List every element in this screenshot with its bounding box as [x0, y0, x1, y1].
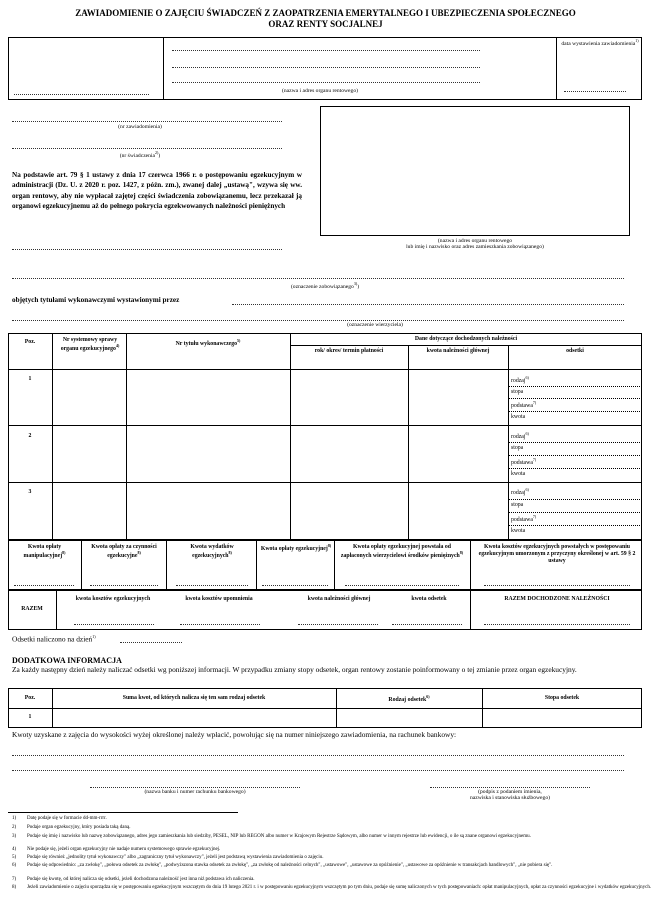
- footnote-8-num: 8): [12, 885, 17, 890]
- dod-th-poz: Poz.: [24, 695, 36, 701]
- row-1-rodzaj[interactable]: [511, 376, 529, 385]
- address-caption-line-1: (nazwa i adres organu rentowego: [437, 238, 513, 244]
- th-nr-systemowy: [56, 337, 124, 353]
- claims-col-2: [126, 333, 127, 540]
- th-poz: Poz.: [24, 339, 36, 345]
- row-3-rodzaj[interactable]: [511, 488, 529, 497]
- signature-field[interactable]: [430, 787, 590, 788]
- nr-zawiadomienia-caption: (nr zawiadomienia): [118, 124, 162, 130]
- creditor-field[interactable]: [12, 320, 624, 321]
- payment-text: Kwoty uzyskane z zajęcia do wysokości wyżej określonej należy wpłacić, powołując się na numer niniejszego zawiadomienia, na rachunek bankowy:: [12, 730, 457, 739]
- organ-caption: (nazwa i adres organu rentowego): [281, 88, 358, 94]
- payment-line-2[interactable]: [12, 770, 624, 771]
- razem-naleznosc: kwota należności głównej: [307, 596, 371, 602]
- fees-col-3: [256, 540, 257, 590]
- row-2-podstawa-sup: 7): [532, 457, 537, 462]
- footnote-3: [12, 834, 642, 848]
- obligated-caption-close: ): [357, 283, 360, 290]
- razem-dochodzone: RAZEM DOCHODZONE NALEŻNOŚCI: [504, 596, 610, 602]
- fees-col-2: [166, 540, 167, 590]
- stamp-line[interactable]: [14, 94, 149, 95]
- payment-line-1[interactable]: [12, 755, 624, 756]
- fee-zaplaconych-sup: 8): [459, 549, 464, 555]
- footnote-7-num: 7): [12, 877, 17, 882]
- nr-swiadczenia-close: ): [158, 152, 161, 159]
- obligated-field[interactable]: [12, 278, 624, 279]
- claims-col-1: [52, 333, 53, 540]
- dodatkowa-col-3: [482, 688, 483, 728]
- bank-caption: (nazwa banku i numer rachunku bankowego): [144, 789, 246, 795]
- nr-zawiadomienia-field[interactable]: [12, 121, 282, 122]
- fee-umorzone: Kwota kosztów egzekucyjnych powstałych w postępowaniu egzekucyjnym umorzonym z przyczyny określonej w art. 59 § 2 ustawy: [478, 544, 636, 564]
- date-label-text: data wystawienia zawiadomienia: [561, 40, 636, 47]
- footnote-6-text: Podaje się odpowiednio: „za zwłokę", „połowa odsetek za zwłokę", „podwyższona stawka odsetek za zwłokę", „za zwłokę od należności celnych", „ustawowe", „ustawowe za opóźnienie", „ustawowe za opóźnienie w transakcjach handlowych", „nie pobiera się".: [27, 863, 553, 868]
- date-field[interactable]: [564, 91, 626, 92]
- obligated-caption: [220, 282, 430, 290]
- organ-line-1[interactable]: [172, 50, 480, 51]
- row-3-rodzaj-text: rodzaj: [511, 489, 526, 496]
- claims-row-1-bottom: [8, 425, 642, 426]
- row-1-podstawa-sup: 7): [532, 400, 537, 405]
- row-3-podstawa[interactable]: [511, 515, 536, 524]
- row-1-rodzaj-sup: 6): [525, 375, 529, 380]
- legal-basis-text: Na podstawie art. 79 § 1 ustawy z dnia 17 czerwca 1966 r. o postępowaniu egzekucyjnym w administracji (Dz. U. z 2020 r. poz. 1427, z późn. zm.), zwanej dalej „ustawą", wzywa się ww. organ rentowy, aby nie wypłacał zajętej części świadczenia zobowiązanemu, lecz przekazał ją organowi egzekucyjnemu aż do pełnego pokrycia egzekwowanych należności pieniężnych: [12, 171, 302, 211]
- fee-field-2[interactable]: [90, 585, 158, 586]
- row-3-kwota[interactable]: kwota: [511, 528, 526, 534]
- dodatkowa-col-2: [336, 688, 337, 728]
- fees-col-4: [334, 540, 335, 590]
- fee-czynnosci-sup: 8): [137, 549, 141, 555]
- footnote-1: [12, 816, 642, 825]
- claims-table: [8, 333, 642, 540]
- legal-extra-line[interactable]: [12, 249, 282, 250]
- fee-egzekucyjna: [260, 544, 332, 553]
- titles-field[interactable]: [232, 304, 624, 305]
- claims-col-4: [408, 345, 409, 540]
- dod-th-rodzaj-sup: 6): [426, 694, 430, 699]
- title-line-2: ORAZ RENTY SOCJALNEJ: [268, 18, 383, 29]
- nr-swiadczenia-text: (nr świadczenia: [119, 152, 156, 159]
- footnote-1-num: 1): [12, 816, 17, 821]
- creditor-caption: (oznaczenie wierzyciela): [347, 322, 403, 328]
- row-1-stopa[interactable]: stopa: [511, 389, 524, 395]
- row-1-sep-1: [508, 386, 642, 387]
- footnote-separator: [8, 812, 238, 813]
- claims-header-bottom: [8, 369, 642, 370]
- odsetki-date-sup: 1): [92, 634, 96, 639]
- organ-line-2[interactable]: [172, 67, 480, 68]
- dod-th-suma: Suma kwot, od których nalicza się ten sam rodzaj odsetek: [122, 695, 266, 701]
- razem-field-3[interactable]: [298, 624, 378, 625]
- row-3-sep-2: [508, 512, 642, 513]
- fee-wydatki-text: Kwota wydatków egzekucyjnych: [190, 544, 234, 559]
- signature-caption: [430, 789, 590, 802]
- row-2-rodzaj-sup: 6): [525, 431, 529, 436]
- row-1-kwota[interactable]: kwota: [511, 414, 526, 420]
- th-odsetki: odsetki: [566, 348, 584, 354]
- th-nr-tytulu: [126, 339, 290, 348]
- date-label-sup: 1): [635, 38, 639, 43]
- row-2-podstawa-text: podstawa: [511, 459, 533, 466]
- address-caption-line-2: lub imię i nazwisko oraz adres zamieszkania zobowiązanego): [406, 244, 544, 251]
- dod-th-stopa: Stopa odsetek: [544, 695, 580, 701]
- razem-koszty: kwota kosztów egzekucyjnych: [75, 596, 151, 602]
- dodatkowa-text: Za każdy następny dzień należy naliczać odsetki wg poniższej informacji. W przypadku zmiany stopy odsetek, organ rentowy zostanie poinformowany o tej zmianie przez organ egzekucyjny.: [12, 665, 577, 674]
- odsetki-date-text: Odsetki naliczono na dzień: [12, 634, 93, 644]
- footnote-4-text: Nie podaje się, jeżeli organ egzekucyjny nie nadaje numeru systemowego sprawie egzekucyjnej.: [27, 847, 221, 852]
- footnote-3-num: 3): [12, 834, 17, 839]
- header-divider-left: [163, 37, 164, 100]
- fee-egzekucyjna-sup: 8): [327, 543, 332, 548]
- row-2-stopa[interactable]: stopa: [511, 445, 524, 451]
- fee-egzekucyjna-text: Kwota opłaty egzekucyjnej: [260, 545, 328, 552]
- footnote-8: [12, 885, 651, 899]
- fee-zaplaconych: [338, 544, 466, 560]
- fee-manipulacyjna-text: Kwota opłaty manipulacyjnej: [23, 544, 63, 559]
- fee-field-4[interactable]: [262, 585, 328, 586]
- fee-wydatki: [172, 544, 252, 560]
- signature-caption-line-1: (podpis z podaniem imienia,: [478, 789, 542, 795]
- fee-field-5[interactable]: [345, 585, 459, 586]
- header-divider-right: [556, 37, 557, 100]
- th-nr-tytulu-sup: 5): [237, 338, 241, 343]
- row-2-rodzaj[interactable]: [511, 432, 529, 441]
- row-3-podstawa-text: podstawa: [511, 516, 533, 523]
- claims-col-3: [290, 333, 291, 540]
- razem-field-4[interactable]: [392, 624, 462, 625]
- fee-czynnosci-text: Kwota opłaty za czynności egzekucyjne: [91, 544, 157, 559]
- dod-th-rodzaj-text: Rodzaj odsetek: [388, 696, 427, 703]
- th-nr-tytulu-text: Nr tytułu wykonawczego: [175, 340, 238, 347]
- dodatkowa-header-bottom: [8, 708, 642, 709]
- fees-col-1: [81, 540, 82, 590]
- date-label: [560, 39, 640, 47]
- th-nr-systemowy-text: Nr systemowy sprawy organu egzekucyjnego: [60, 337, 118, 352]
- organ-line-3[interactable]: [172, 82, 480, 83]
- odsetki-date-label: [12, 635, 96, 644]
- fee-manipulacyjna-sup: 8): [62, 549, 66, 555]
- th-kwota: kwota należności głównej: [426, 348, 490, 354]
- signature-caption-line-2: nazwiska i stanowiska służbowego): [469, 795, 550, 802]
- address-box[interactable]: [320, 106, 630, 236]
- obligated-caption-text: (oznaczenie zobowiązanego: [290, 283, 354, 290]
- row-3-stopa[interactable]: stopa: [511, 502, 524, 508]
- fees-col-5: [470, 540, 471, 590]
- row-1-sep-2: [508, 398, 642, 399]
- nr-swiadczenia-field[interactable]: [12, 148, 282, 149]
- th-nr-systemowy-sup: 4): [115, 342, 120, 348]
- fee-field-1[interactable]: [14, 585, 74, 586]
- address-box-caption: [330, 238, 620, 251]
- claims-subheader-line: [290, 345, 642, 346]
- razem-label: RAZEM: [21, 606, 43, 612]
- footnote-5-num: 5): [12, 855, 17, 860]
- th-dane: Dane dotyczące dochodzonych należności: [414, 336, 518, 342]
- th-rok: rok/ okres/ termin płatności: [314, 348, 384, 354]
- razem-upomnienie: kwota kosztów upomnienia: [185, 596, 253, 602]
- dodatkowa-heading: DODATKOWA INFORMACJA: [12, 656, 122, 665]
- fee-field-3[interactable]: [176, 585, 248, 586]
- razem-field-5[interactable]: [484, 624, 630, 625]
- razem-field-2[interactable]: [180, 624, 260, 625]
- row-3-podstawa-sup: 7): [532, 514, 537, 519]
- footnote-6: [12, 863, 642, 877]
- row-2-sep-3: [508, 468, 642, 469]
- nr-swiadczenia-sup: 2): [155, 150, 159, 155]
- fee-wydatki-sup: 8): [228, 549, 232, 555]
- row-2-rodzaj-text: rodzaj: [511, 433, 526, 440]
- nr-swiadczenia-caption: [80, 151, 200, 159]
- fee-field-6[interactable]: [484, 585, 630, 586]
- row-3-poz: 3: [28, 489, 32, 495]
- title-line-1: ZAWIADOMIENIE O ZAJĘCIU ŚWIADCZEŃ Z ZAOPATRZENIA EMERYTALNEGO I UBEZPIECZENIA SPOŁECZNEGO: [75, 8, 576, 18]
- footnote-2-num: 2): [12, 825, 17, 830]
- footnote-6-num: 6): [12, 863, 17, 868]
- titles-label: objętych tytułami wykonawczymi wystawionymi przez: [12, 296, 180, 304]
- dodatkowa-col-1: [52, 688, 53, 728]
- razem-col-1: [56, 590, 57, 630]
- odsetki-date-field[interactable]: [120, 642, 182, 643]
- row-3-sep-1: [508, 499, 642, 500]
- row-2-sep-2: [508, 455, 642, 456]
- footnote-8-text: Jeżeli zawiadomienie o zajęciu sporządza się w postępowaniu egzekucyjnym wszczętym do dnia 19 lutego 2021 r. i w postępowaniu egzekucyjnym wszczętym po tym dniu, podaje się sumę naliczonych w tych postępowaniach: opłat manipulacyjnych, opłat za czynności egzekucyjne i wydatków egzekucyjnych.: [27, 885, 651, 890]
- footnote-4-num: 4): [12, 847, 17, 852]
- obligated-caption-sup: 3): [353, 281, 358, 286]
- footnote-5-text: Podaje się również „jednolity tytuł wykonawczy" albo „zagraniczny tytuł wykonawczy", jeżeli jest podstawą wystawienia zawiadomienia o zajęciu.: [27, 855, 324, 860]
- row-1-podstawa-text: podstawa: [511, 402, 533, 409]
- fee-manipulacyjna: [10, 544, 79, 560]
- row-2-kwota[interactable]: kwota: [511, 471, 526, 477]
- document-title: [0, 8, 651, 30]
- dod-row-1-poz: 1: [28, 714, 32, 720]
- row-1-podstawa[interactable]: [511, 401, 536, 410]
- row-2-poz: 2: [28, 433, 32, 439]
- row-1-poz: 1: [28, 376, 32, 382]
- fee-czynnosci: [86, 544, 162, 560]
- razem-odsetki: kwota odsetek: [411, 596, 447, 602]
- row-2-sep-1: [508, 442, 642, 443]
- row-3-rodzaj-sup: 6): [525, 487, 529, 492]
- row-2-podstawa[interactable]: [511, 458, 536, 467]
- footnote-3-text: Podaje się imię i nazwisko lub nazwę zobowiązanego, adres jego zamieszkania lub siedziby, PESEL, NIP lub REGON albo numer w Krajowym Rejestrze Sądowym, albo numer w innym rejestrze lub ewidencji, o ile są znane organowi egzekucyjnemu.: [27, 834, 531, 839]
- dod-th-rodzaj: [336, 695, 482, 704]
- row-3-sep-3: [508, 525, 642, 526]
- footnote-1-text: Datę podaje się w formacie dd-mm-rrrr.: [27, 816, 107, 821]
- razem-field-1[interactable]: [74, 624, 154, 625]
- row-1-sep-3: [508, 411, 642, 412]
- fee-zaplaconych-text: Kwota opłaty egzekucyjnej powstała od zapłaconych wierzycielowi środków pieniężnych: [340, 544, 460, 559]
- razem-col-2: [470, 590, 471, 630]
- footnote-2-text: Podaje organ egzekucyjny, który posiada taką daną.: [27, 825, 131, 830]
- bank-account-field[interactable]: [90, 787, 300, 788]
- footnote-7-text: Podaje się kwotę, od której nalicza się odsetki, jeżeli dochodzona należność jest inna niż podstawa ich naliczenia.: [27, 877, 255, 882]
- claims-row-2-bottom: [8, 482, 642, 483]
- footnote-2: [12, 825, 642, 834]
- row-1-rodzaj-text: rodzaj: [511, 377, 526, 384]
